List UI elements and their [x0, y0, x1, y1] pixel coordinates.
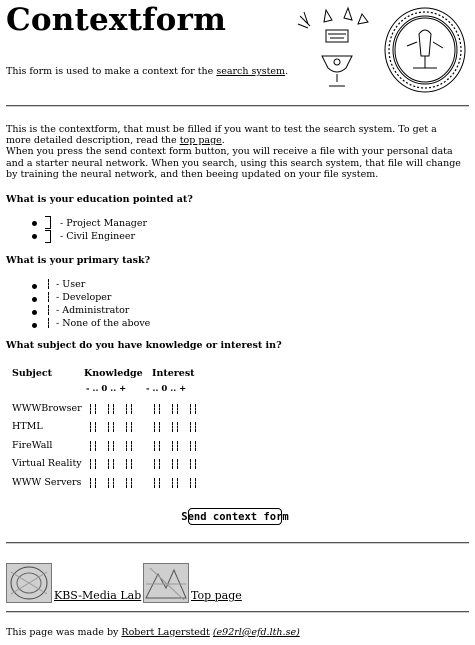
cup-illustration-icon: [296, 6, 376, 94]
send-context-form-button[interactable]: Send context form: [188, 508, 282, 525]
column-knowledge: Knowledge: [84, 368, 143, 379]
checkbox-civil-engineer[interactable]: [45, 230, 51, 243]
description-p1: This is the contextform, that must be filled if you want to test the search system. To get a more detailed description, read the: [6, 124, 437, 147]
radio-none[interactable]: [48, 318, 52, 328]
bullet: [32, 297, 37, 302]
page-title: Contextform: [6, 2, 227, 38]
interest-radio[interactable]: [190, 459, 196, 469]
knowledge-radio[interactable]: [126, 422, 132, 432]
knowledge-radio[interactable]: [108, 441, 114, 451]
interest-radio[interactable]: [172, 459, 178, 469]
footer-top-page-link[interactable]: Top page: [191, 589, 242, 602]
knowledge-radio[interactable]: [108, 422, 114, 432]
column-interest: Interest: [152, 368, 195, 379]
knowledge-radio[interactable]: [90, 422, 96, 432]
divider-top: [6, 105, 469, 107]
subject-label: WWWBrowser: [12, 403, 82, 414]
interest-radio[interactable]: [154, 441, 160, 451]
top-page-link[interactable]: top page: [179, 135, 222, 147]
task-question: What is your primary task?: [6, 255, 151, 266]
made-by-prefix: This page was made by: [6, 627, 122, 638]
knowledge-radio[interactable]: [108, 404, 114, 414]
description-p2: When you press the send context form button, you will receive a file with your personal data and a starter neural network. When you search, using this search system, that file will change by training the neural network, and then beeing updated on your file system.: [6, 146, 461, 180]
knowledge-radio[interactable]: [126, 478, 132, 488]
interest-radio[interactable]: [154, 404, 160, 414]
interest-radio[interactable]: [190, 441, 196, 451]
description: [6, 124, 464, 180]
knowledge-scale: [86, 384, 126, 394]
option-project-manager: - Project Manager: [60, 218, 148, 229]
option-user: - User: [56, 279, 86, 290]
option-developer: - Developer: [56, 292, 112, 303]
interest-radio[interactable]: [154, 459, 160, 469]
description-p1-suffix: .: [221, 135, 225, 147]
knowledge-radio[interactable]: [126, 404, 132, 414]
radio-developer[interactable]: [48, 292, 52, 302]
intro-prefix: This form is used to make a context for the: [6, 66, 217, 77]
divider-bottom: [6, 611, 469, 613]
scale-zero: 0 ..: [161, 384, 177, 394]
bullet: [32, 310, 37, 315]
bullet: [32, 323, 37, 328]
radio-administrator[interactable]: [48, 305, 52, 315]
subject-label: Virtual Reality: [12, 458, 82, 469]
education-question: What is your education pointed at?: [6, 194, 193, 205]
interest-radio[interactable]: [172, 478, 178, 488]
scale-plus: +: [179, 384, 187, 394]
knowledge-radio[interactable]: [90, 478, 96, 488]
interest-scale: [146, 384, 186, 394]
kbs-media-lab-link[interactable]: KBS-Media Lab: [54, 589, 142, 602]
interest-radio[interactable]: [172, 441, 178, 451]
knowledge-radio[interactable]: [126, 441, 132, 451]
subjects-question: What subject do you have knowledge or interest in?: [6, 340, 282, 351]
subject-label: HTML: [12, 421, 43, 432]
interest-radio[interactable]: [190, 404, 196, 414]
author-link[interactable]: Robert Lagerstedt: [121, 627, 210, 638]
knowledge-radio[interactable]: [108, 459, 114, 469]
subject-label: WWW Servers: [12, 477, 82, 488]
option-none: - None of the above: [56, 318, 151, 329]
seal-logo-icon: [383, 6, 467, 94]
option-civil-engineer: - Civil Engineer: [60, 231, 136, 242]
intro-text: [6, 66, 288, 77]
knowledge-radio[interactable]: [126, 459, 132, 469]
bullet: [32, 221, 37, 226]
subject-label: FireWall: [12, 440, 53, 451]
top-page-image[interactable]: [143, 563, 189, 603]
interest-radio[interactable]: [172, 422, 178, 432]
bullet: [32, 234, 37, 239]
made-by-line: [6, 627, 300, 638]
interest-radio[interactable]: [190, 422, 196, 432]
column-subject: Subject: [12, 368, 53, 379]
interest-radio[interactable]: [154, 478, 160, 488]
scale-zero: 0 ..: [101, 384, 117, 394]
interest-radio[interactable]: [154, 422, 160, 432]
kbs-media-lab-image[interactable]: [6, 563, 52, 603]
interest-radio[interactable]: [172, 404, 178, 414]
author-email-link[interactable]: (e92rl@efd.lth.se): [212, 627, 300, 638]
radio-user[interactable]: [48, 279, 52, 289]
knowledge-radio[interactable]: [90, 459, 96, 469]
knowledge-radio[interactable]: [90, 404, 96, 414]
intro-suffix: .: [285, 66, 289, 77]
search-system-link[interactable]: search system: [216, 66, 286, 77]
knowledge-radio[interactable]: [108, 478, 114, 488]
interest-radio[interactable]: [190, 478, 196, 488]
scale-plus: +: [119, 384, 127, 394]
checkbox-project-manager[interactable]: [45, 216, 51, 229]
bullet: [32, 284, 37, 289]
knowledge-radio[interactable]: [90, 441, 96, 451]
divider-middle: [6, 542, 469, 544]
scale-minus: - ..: [146, 384, 159, 394]
option-administrator: - Administrator: [56, 305, 130, 316]
scale-minus: - ..: [86, 384, 99, 394]
